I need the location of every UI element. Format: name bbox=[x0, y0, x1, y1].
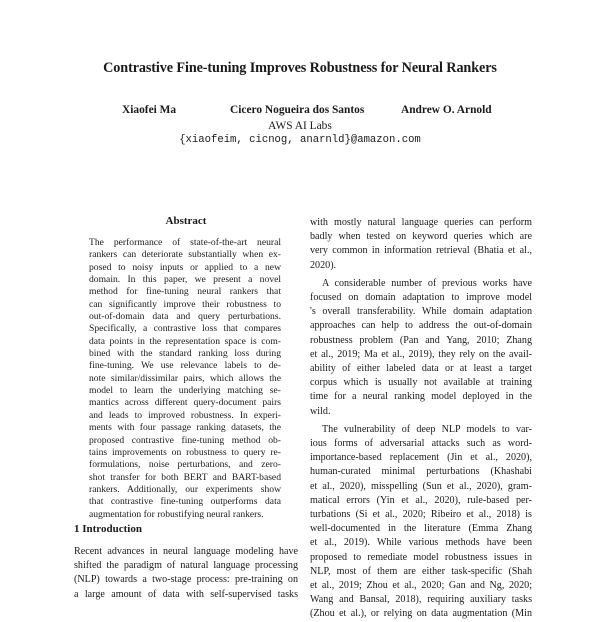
text-line: ious forms of adversarial attacks such as word- bbox=[310, 438, 532, 450]
text-line: approaches can help to address the out-of-domain bbox=[310, 320, 532, 332]
text-line: out-of-domain data and query perturbations. bbox=[89, 311, 281, 323]
text-line: shifted the paradigm of natural language processing bbox=[74, 560, 298, 572]
text-line: et al., 2019; Ma et al., 2019), they rely on the avail- bbox=[310, 348, 532, 360]
text-line: ments with four passage ranking datasets, the bbox=[89, 422, 281, 434]
text-line: well-documented in the literature (Emma Zhang bbox=[310, 523, 532, 535]
text-line: with mostly natural language queries can perform bbox=[310, 217, 532, 228]
text-line: note similar/dissimilar pairs, which allows the bbox=[89, 372, 281, 384]
text-line: Recent advances in neural language modeling have bbox=[74, 546, 298, 557]
text-line: 2020). bbox=[310, 259, 337, 271]
text-line: data points in the representation space is com- bbox=[89, 335, 281, 347]
text-line: matical errors (Yin et al., 2020), rule-based per- bbox=[310, 494, 532, 506]
text-line: ability of either labeled data or at least a target bbox=[310, 363, 532, 375]
text-line: badly when tested on keyword queries which are bbox=[310, 231, 532, 243]
text-line: Wang and Bansal, 2018), requiring auxiliary tasks bbox=[310, 594, 532, 606]
text-column-right bbox=[310, 216, 532, 622]
text-line: The performance of state-of-the-art neural bbox=[89, 237, 281, 248]
affiliation: AWS AI Labs bbox=[268, 120, 332, 132]
text-line: proposed to remediate model robustness issues in bbox=[310, 551, 532, 563]
author-1: Xiaofei Ma bbox=[122, 104, 177, 116]
text-line: method for fine-tuning neural rankers that bbox=[89, 286, 281, 298]
text-line: posed to noisy inputs or applied to a new bbox=[89, 261, 281, 273]
text-line: corpus which is usually not available at training bbox=[310, 377, 532, 389]
text-line: shot transfer for both BERT and BART-based bbox=[89, 471, 281, 483]
abstract-body bbox=[89, 237, 281, 521]
text-line: very common in information retrieval (Bhatia et al., bbox=[310, 245, 532, 257]
text-line: mantics across different query-document pairs bbox=[89, 397, 281, 409]
introduction-column-left bbox=[74, 545, 298, 602]
text-line: importance-based replacement (Jin et al., 2020), bbox=[310, 452, 532, 464]
text-line: turbations (Si et al., 2020; Ribeiro et al., 2018) is bbox=[310, 509, 532, 521]
text-line: et al., 2020), misspelling (Sun et al., 2020), gram- bbox=[310, 480, 532, 492]
text-line: model to learn the underlying matching se- bbox=[89, 385, 281, 397]
text-line: et al., 2019; Zhou et al., 2020; Gan and Ng, 2020; bbox=[310, 580, 532, 592]
text-line: 's overall transferability. While domain adaptation bbox=[310, 306, 532, 318]
text-line: that contrastive fine-tuning outperforms data bbox=[89, 496, 281, 508]
section-heading-introduction: 1 Introduction bbox=[74, 523, 142, 535]
author-emails: {xiaofeim, cicnog, anarnld}@amazon.com bbox=[179, 134, 421, 146]
text-line: rankers. Additionally, our experiments show bbox=[89, 483, 281, 495]
text-line: augmentation for robustifying neural rankers. bbox=[89, 508, 264, 520]
text-line: human-curated minimal perturbations (Khashabi bbox=[310, 466, 532, 478]
text-line: (NLP) towards a two-stage process: pre-training on bbox=[74, 574, 298, 586]
author-2: Cicero Nogueira dos Santos bbox=[230, 104, 365, 116]
text-line: NLP, most of them are either task-specific (Shah bbox=[310, 565, 532, 577]
text-line: domain. In this paper, we present a novel bbox=[89, 274, 281, 286]
text-line: wild. bbox=[310, 405, 331, 417]
text-line: et al., 2019). While various methods have been bbox=[310, 537, 532, 549]
text-line: can significantly improve their robustness to bbox=[89, 298, 281, 310]
author-3: Andrew O. Arnold bbox=[401, 104, 492, 116]
text-line: robustness problem (Pan and Yang, 2010; Zhang bbox=[310, 334, 532, 346]
paper-title: Contrastive Fine-tuning Improves Robustness for Neural Rankers bbox=[103, 60, 497, 76]
text-line: formulations, noise perturbations, and zero- bbox=[89, 459, 281, 471]
text-line: fine-tuning. We use relevance labels to de- bbox=[89, 360, 281, 372]
text-line: (Zhou et al.), or relying on data augmentation (Min bbox=[310, 608, 532, 620]
text-line: a large amount of data with self-supervised tasks bbox=[74, 588, 298, 600]
text-line: and leads to improved robustness. In experi- bbox=[89, 409, 281, 421]
text-line: bined with the standard ranking loss during bbox=[89, 348, 281, 360]
text-line: time for a neural ranking model deployed in the bbox=[310, 391, 532, 403]
text-line: focused on domain adaptation to improve model bbox=[310, 292, 532, 304]
text-line: Specifically, a contrastive loss that compares bbox=[89, 323, 281, 335]
text-line: A considerable number of previous works have bbox=[322, 277, 532, 289]
text-line: The vulnerability of deep NLP models to var- bbox=[322, 423, 532, 435]
text-line: rankers can deteriorate substantially when ex- bbox=[89, 249, 281, 261]
abstract-heading: Abstract bbox=[165, 215, 207, 227]
text-line: tains improvements on robustness to query re- bbox=[89, 446, 281, 458]
text-line: proposed contrastive fine-tuning method ob- bbox=[89, 434, 281, 446]
